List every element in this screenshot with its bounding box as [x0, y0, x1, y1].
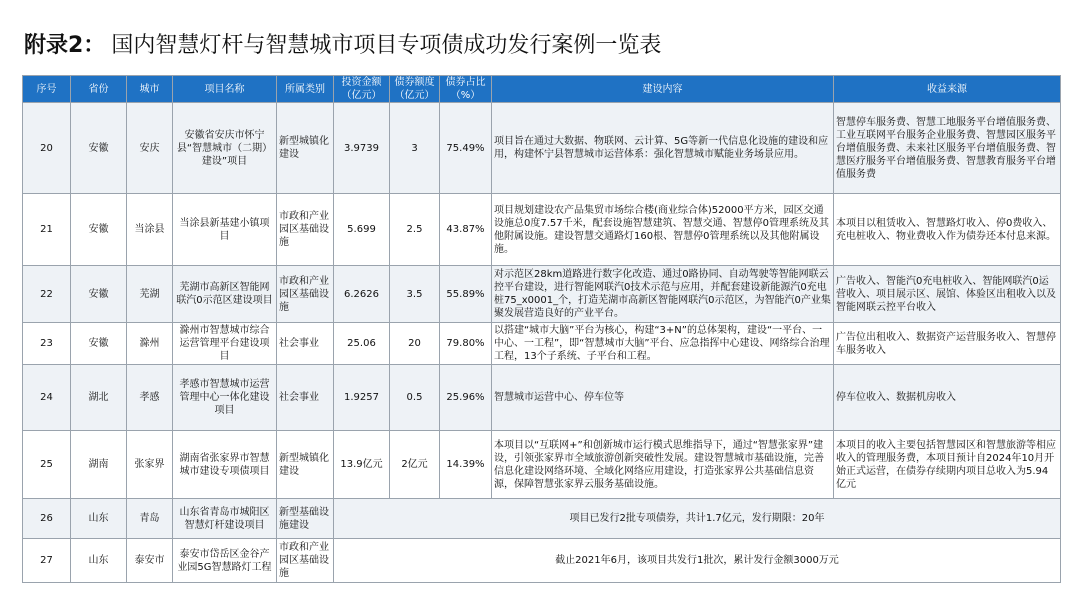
row-ratio: 75.49% [440, 103, 492, 194]
row-province: 安徽 [71, 194, 127, 266]
row-category: 新型基础设施建设 [277, 499, 334, 539]
header-no: 序号 [23, 76, 71, 103]
row-investment: 3.9739 [334, 103, 390, 194]
table-row [23, 103, 1061, 194]
row-name: 芜湖市高新区智能网联汽0示范区建设项目 [173, 266, 277, 323]
row-no: 22 [23, 266, 71, 323]
row-name: 安徽省安庆市怀宁县“智慧城市（二期）建设”项目 [173, 103, 277, 194]
table-row [23, 539, 1061, 583]
header-revenue: 收益来源 [834, 76, 1061, 103]
row-ratio: 43.87% [440, 194, 492, 266]
row-no: 26 [23, 499, 71, 539]
row-category: 市政和产业园区基础设施 [277, 194, 334, 266]
table-row [23, 323, 1061, 365]
row-investment: 25.06 [334, 323, 390, 365]
row-province: 山东 [71, 499, 127, 539]
row-no: 25 [23, 431, 71, 499]
row-investment: 13.9亿元 [334, 431, 390, 499]
row-ratio: 55.89% [440, 266, 492, 323]
row-investment: 5.699 [334, 194, 390, 266]
row-bond: 2.5 [390, 194, 440, 266]
row-content: 项目规划建设农产品集贸市场综合楼(商业综合体)52000平方米，园区交通设施总0度7.57千米，配套设施智慧建筑、智慧交通、智慧停0管理系统及其他附属设施。建设智慧交通路灯160根、智慧停0管理系统以及其他附属设施。 [492, 194, 834, 266]
header-ratio: 债券占比（%） [440, 76, 492, 103]
row-bond: 3 [390, 103, 440, 194]
row-province: 山东 [71, 539, 127, 583]
row-content: 对示范区28km道路进行数字化改造、通过0路协同、自动驾驶等智能网联云控平台建设，进行智能网联汽0技术示范与应用，并配套建设新能源汽0充电桩75_x0001_个，打造芜湖市高新区智能网联汽0示范区，为智能汽0产业集聚发展营造良好的产业平台。 [492, 266, 834, 323]
table-row [23, 499, 1061, 539]
row-province: 安徽 [71, 323, 127, 365]
row-content: 智慧城市运营中心、停车位等 [492, 365, 834, 431]
row-revenue: 广告收入、智能汽0充电桩收入、智能网联汽0运营收入、项目展示区、展馆、体验区出租收入以及智能网联云控平台收入 [834, 266, 1061, 323]
row-no: 23 [23, 323, 71, 365]
row-content: 以搭建“城市大脑”平台为核心，构建“3+N”的总体架构，建设“一平台、一中心、一工程”，即“智慧城市大脑”平台、应急指挥中心建设、网络综合治理工程，13个子系统、子平台和工程。 [492, 323, 834, 365]
row-province: 安徽 [71, 103, 127, 194]
header-content: 建设内容 [492, 76, 834, 103]
row-content: 本项目以“互联网+”和创新城市运行模式思维指导下，通过“智慧张家界”建设，引领张家界市全域旅游创新突破性发展。建设智慧城市基础设施，完善信息化建设网络环境、全域化网络应用建设，打造张家界公共基础信息资源，保障智慧张家界云服务基础设施。 [492, 431, 834, 499]
row-category: 社会事业 [277, 323, 334, 365]
row-city: 芜湖 [127, 266, 173, 323]
row-name: 孝感市智慧城市运营管理中心一体化建设项目 [173, 365, 277, 431]
row-revenue: 本项目以租赁收入、智慧路灯收入、停0费收入、充电桩收入、物业费收入作为债券还本付息来源。 [834, 194, 1061, 266]
title-prefix: 附录2： [24, 33, 106, 58]
row-revenue: 智慧停车服务费、智慧工地服务平台增值服务费、工业互联网平台服务企业服务费、智慧园区服务平台增值服务费、未来社区服务平台增值服务费、智慧医疗服务平台增值服务费、智慧教育服务平台增值服务费 [834, 103, 1061, 194]
table-row [23, 194, 1061, 266]
row-category: 市政和产业园区基础设施 [277, 539, 334, 583]
row-no: 21 [23, 194, 71, 266]
header-city: 城市 [127, 76, 173, 103]
row-category: 市政和产业园区基础设施 [277, 266, 334, 323]
row-name: 当涂县新基建小镇项目 [173, 194, 277, 266]
row-content: 项目旨在通过大数据、物联网、云计算、5G等新一代信息化设施的建设和应用，构建怀宁县智慧城市运营体系：强化智慧城市赋能业务场景应用。 [492, 103, 834, 194]
table-row [23, 266, 1061, 323]
row-revenue: 本项目的收入主要包括智慧园区和智慧旅游等相应收入的管理服务费，本项目预计自2024年10月开始正式运营，在债券存续期内项目总收入为5.94亿元 [834, 431, 1061, 499]
row-summary: 项目已发行2批专项债券，共计1.7亿元，发行期限：20年 [334, 499, 1061, 539]
header-name: 项目名称 [173, 76, 277, 103]
row-city: 当涂县 [127, 194, 173, 266]
row-city: 青岛 [127, 499, 173, 539]
row-province: 安徽 [71, 266, 127, 323]
table-row [23, 431, 1061, 499]
row-province: 湖北 [71, 365, 127, 431]
row-city: 滁州 [127, 323, 173, 365]
row-no: 20 [23, 103, 71, 194]
row-province: 湖南 [71, 431, 127, 499]
row-city: 安庆 [127, 103, 173, 194]
row-city: 泰安市 [127, 539, 173, 583]
row-no: 24 [23, 365, 71, 431]
table-header-row [23, 76, 1061, 103]
row-city: 孝感 [127, 365, 173, 431]
title-text: 国内智慧灯杆与智慧城市项目专项债成功发行案例一览表 [111, 33, 662, 58]
row-investment: 1.9257 [334, 365, 390, 431]
row-bond: 2亿元 [390, 431, 440, 499]
page-title [24, 28, 661, 62]
row-category: 新型城镇化建设 [277, 103, 334, 194]
row-no: 27 [23, 539, 71, 583]
row-name: 泰安市岱岳区金谷产业园5G智慧路灯工程 [173, 539, 277, 583]
row-ratio: 79.80% [440, 323, 492, 365]
header-category: 所属类别 [277, 76, 334, 103]
row-revenue: 广告位出租收入、数据资产运营服务收入、智慧停车服务收入 [834, 323, 1061, 365]
row-investment: 6.2626 [334, 266, 390, 323]
row-city: 张家界 [127, 431, 173, 499]
bond-cases-table [22, 75, 1061, 583]
row-category: 社会事业 [277, 365, 334, 431]
row-bond: 0.5 [390, 365, 440, 431]
header-province: 省份 [71, 76, 127, 103]
row-category: 新型城镇化建设 [277, 431, 334, 499]
row-bond: 20 [390, 323, 440, 365]
row-summary: 截止2021年6月，该项目共发行1批次，累计发行金额3000万元 [334, 539, 1061, 583]
row-name: 山东省青岛市城阳区智慧灯杆建设项目 [173, 499, 277, 539]
row-bond: 3.5 [390, 266, 440, 323]
row-name: 滁州市智慧城市综合运营管理平台建设项目 [173, 323, 277, 365]
row-ratio: 14.39% [440, 431, 492, 499]
row-name: 湖南省张家界市智慧城市建设专项债项目 [173, 431, 277, 499]
header-bond: 债券额度（亿元） [390, 76, 440, 103]
header-investment: 投资金额（亿元） [334, 76, 390, 103]
row-ratio: 25.96% [440, 365, 492, 431]
row-revenue: 停车位收入、数据机房收入 [834, 365, 1061, 431]
table-row [23, 365, 1061, 431]
